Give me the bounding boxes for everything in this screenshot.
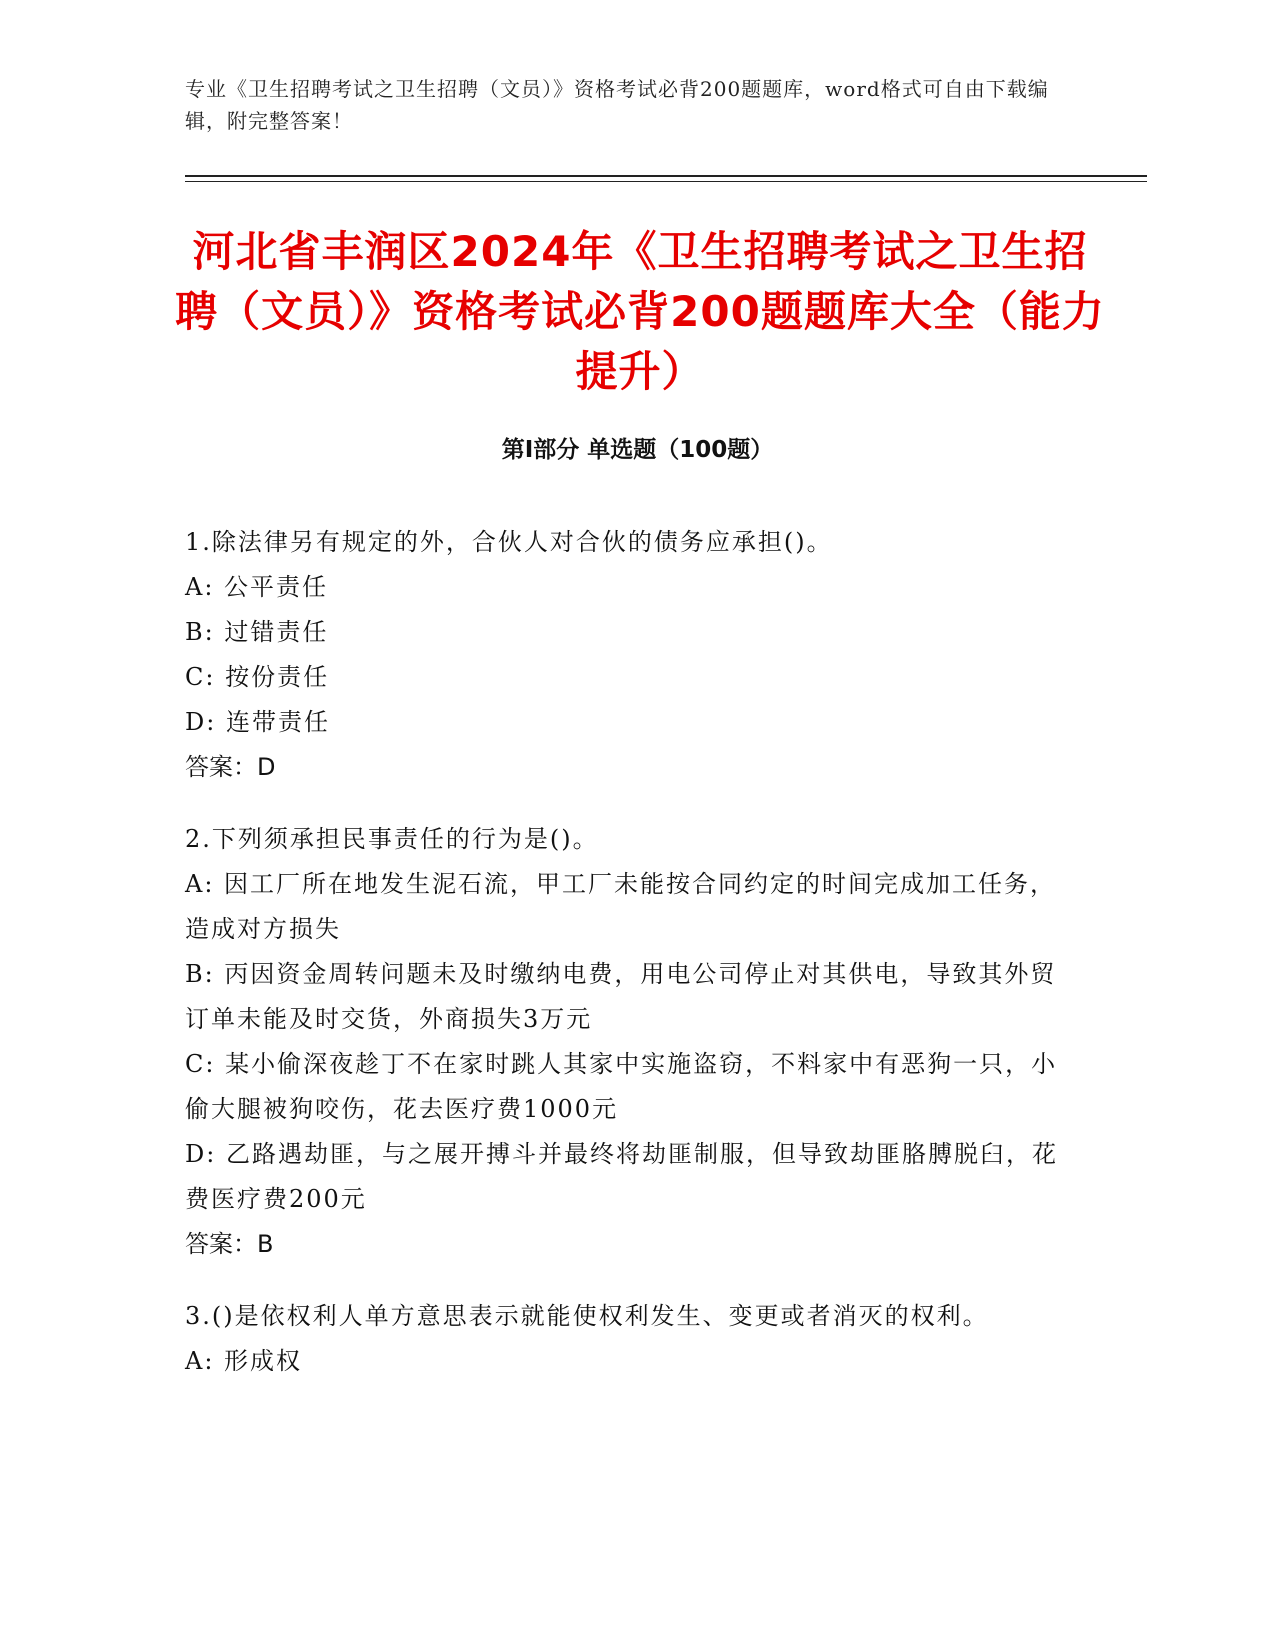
option-a: A: 因工厂所在地发生泥石流，甲工厂未能按合同约定的时间完成加工任务，造成对方损失 (185, 870, 1057, 943)
option-b: B: 丙因资金周转问题未及时缴纳电费，用电公司停止对其供电，导致其外贸订单未能及时交货，外商损失3万元 (185, 960, 1057, 1033)
question-text: 2.下列须承担民事责任的行为是()。 (185, 825, 599, 853)
document-title: 河北省丰润区2024年《卫生招聘考试之卫生招聘（文员）》资格考试必背200题题库大全（能力提升） (175, 227, 1105, 396)
question-text: 3.()是依权利人单方意思表示就能使权利发生、变更或者消灭的权利。 (185, 1302, 989, 1330)
question-2 (185, 817, 1065, 1267)
header-note: 专业《卫生招聘考试之卫生招聘（文员）》资格考试必背200题题库，word格式可自由下载编辑，附完整答案！ (185, 77, 1049, 133)
question-list (185, 520, 1065, 1411)
option-a: A: 形成权 (185, 1347, 303, 1375)
section-heading: 第I部分 单选题（100题） (501, 437, 774, 463)
header-divider-thin (185, 181, 1147, 182)
question-text: 1.除法律另有规定的外，合伙人对合伙的债务应承担()。 (185, 528, 833, 556)
option-b: B: 过错责任 (185, 618, 329, 646)
answer-text: 答案：D (185, 753, 276, 781)
option-d: D: 乙路遇劫匪，与之展开搏斗并最终将劫匪制服，但导致劫匪胳膊脱臼，花费医疗费200元 (185, 1140, 1058, 1213)
answer-text: 答案：B (185, 1230, 274, 1258)
question-1 (185, 520, 1065, 790)
option-c: C: 按份责任 (185, 663, 330, 691)
option-a: A: 公平责任 (185, 573, 329, 601)
option-d: D: 连带责任 (185, 708, 330, 736)
question-3 (185, 1294, 1065, 1384)
header-divider-thick (185, 175, 1147, 177)
option-c: C: 某小偷深夜趁丁不在家时跳人其家中实施盗窃，不料家中有恶狗一只，小偷大腿被狗咬伤，花去医疗费1000元 (185, 1050, 1058, 1123)
